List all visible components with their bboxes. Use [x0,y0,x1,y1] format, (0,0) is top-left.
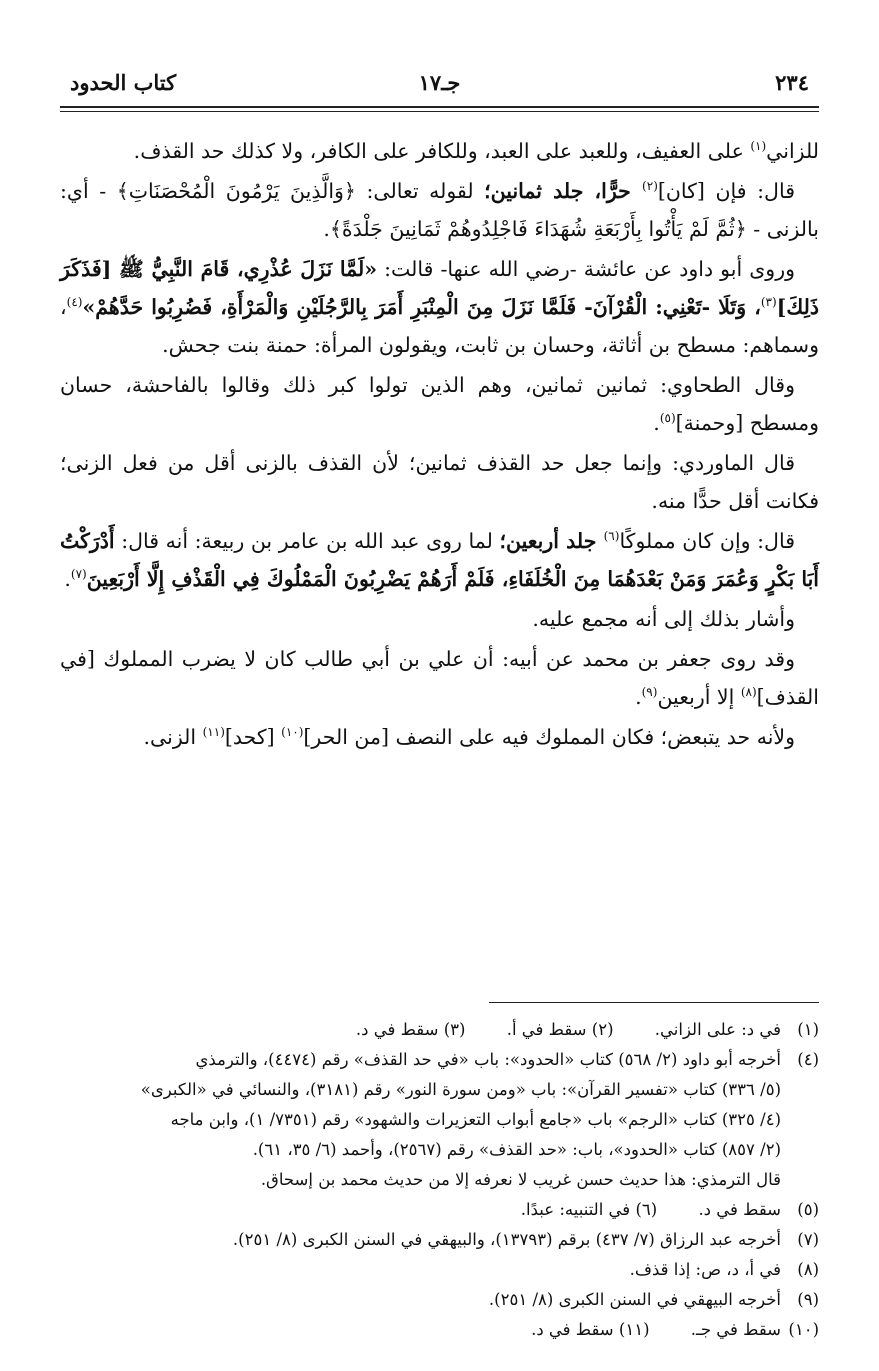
text-span: للزاني [766,139,819,163]
footnote-number: (٣) [443,1020,466,1039]
footnote-text: في د: على الزاني. [654,1020,781,1039]
footnote-ref-4[interactable]: (٤) [66,295,83,310]
paragraph-3 [60,250,819,364]
paragraph-5 [60,444,819,520]
hadith-text: أَدْرَكْتُ أَبَا بَكْرٍ وَعُمَرَ وَمَنْ بَعْدَهُمَا مِنَ الْخُلَفَاءِ، فَلَمْ أَرَهُمْ يَضْرِبُونَ الْمَمْلُوكَ فِي الْقَذْفِ إِلَّا أَرْبَعِينَ [60,529,819,591]
footnote-text: سقط في د. [355,1020,439,1039]
text-span: ولأنه حد يتبعض؛ فكان المملوك فيه على النصف [من الحر] [303,725,795,749]
footnote-number: (٥) [797,1200,819,1219]
footnote-line [60,1105,819,1135]
footnote-line [60,1045,819,1075]
footnote-text: في أ، د، ص: إذا قذف. [629,1260,781,1279]
footnote-text: سقط في د. [531,1320,614,1339]
footnote-text: قال الترمذي: هذا حديث حسن غريب لا نعرفه إلا من حديث محمد بن إسحاق. [260,1170,781,1189]
paragraph-4 [60,366,819,442]
paragraph-1 [60,132,819,170]
footnote-text: سقط في د. [698,1200,781,1219]
footnote-line [60,1195,819,1225]
text-span: وقال الطحاوي: ثمانين ثمانين، وهم الذين تولوا كبر ذلك وقالوا بالفاحشة، حسان ومسطح [وحمنة] [60,373,819,435]
text-span: لقوله تعالى: ﴿وَالَّذِينَ يَرْمُونَ الْمُحْصَنَاتِ﴾ - أي: بالزنى - ﴿ثُمَّ لَمْ يَأْتُوا بِأَرْبَعَةِ شُهَدَاءَ فَاجْلِدُوهُمْ ثَمَانِينَ جَلْدَةً﴾. [60,179,819,241]
text-span: لما روى عبد الله بن عامر بن ربيعة: أنه قال: [114,529,500,553]
text-span: ، وسماهم: مسطح بن أثاثة، وحسان بن ثابت، ويقولون المرأة: حمنة بنت جحش. [60,295,819,357]
footnote-number: (١) [797,1020,819,1039]
header-rule-thin [60,111,819,112]
footnote-number: (٢) [591,1020,614,1039]
footnote-text: (٤/ ٣٢٥) كتاب «الرجم» باب «جامع أبواب التعزيرات والشهود» رقم (٧٣٥١/ ١)، وابن ماجه [170,1110,781,1129]
text-span: وأشار بذلك إلى أنه مجمع عليه. [532,607,795,631]
text-span: وقد روى جعفر بن محمد عن أبيه: أن علي بن أبي طالب كان لا يضرب المملوك [في القذف] [60,647,819,709]
footnote-number: (١١) [618,1320,650,1339]
paragraph-8 [60,640,819,716]
footnote-ref-6[interactable]: (٦) [603,529,620,544]
running-header [60,60,819,104]
footnote-number: (٤) [797,1050,819,1069]
text-span: . [64,567,71,591]
footnote-text: أخرجه عبد الرزاق (٧/ ٤٣٧) برقم (١٣٧٩٣)، والبيهقي في السنن الكبرى (٨/ ٢٥١). [232,1230,781,1249]
ruling-text: جلد أربعين؛ [499,529,604,553]
footnote-text: (٢/ ٨٥٧) كتاب «الحدود»، باب: «حد القذف» رقم (٢٥٦٧)، وأحمد (٦/ ٣٥، ٦١). [252,1140,781,1159]
paragraph-7 [60,600,819,638]
footnote-number: (١٠) [788,1320,819,1339]
footnote-number: (٧) [797,1230,819,1249]
footnote-text: (٥/ ٣٣٦) كتاب «تفسير القرآن»: باب «ومن سورة النور» رقم (٣١٨١)، والنسائي في «الكبرى» [140,1080,781,1099]
footnote-ref-5[interactable]: (٥) [659,411,676,426]
footnotes-section [60,1015,819,1345]
footnote-line [60,1075,819,1105]
hadith-text: «لَمَّا نَزَلَ عُذْرِي، قَامَ النَّبِيُّ ﷺ [فَذَكَرَ ذَلِكَ] [60,257,819,319]
footnote-line [60,1315,819,1345]
footnote-text: أخرجه أبو داود (٢/ ٥٦٨) كتاب «الحدود»: باب «في حد القذف» رقم (٤٤٧٤)، والترمذي [195,1050,781,1069]
volume-label: جـ١٧ [418,70,461,95]
text-span: وروى أبو داود عن عائشة -رضي الله عنها- قالت: [377,257,795,281]
ruling-text: حرًّا، جلد ثمانين؛ [484,179,643,203]
footnote-text: سقط في جـ. [690,1320,781,1339]
footnote-separator [489,1002,819,1003]
text-span: على العفيف، وللعبد على العبد، وللكافر على الكافر، ولا كذلك حد القذف. [133,139,751,163]
footnote-ref-10[interactable]: (١٠) [281,725,304,740]
header-rule-thick [60,106,819,108]
book-title: كتاب الحدود [70,70,177,95]
text-span: قال: وإن كان مملوكًا [619,529,795,553]
page-number: ٢٣٤ [775,70,809,95]
footnote-ref-9[interactable]: (٩) [641,685,658,700]
text-span: . [653,411,660,435]
footnote-text: أخرجه البيهقي في السنن الكبرى (٨/ ٢٥١). [488,1290,781,1309]
text-span: قال: فإن [كان] [657,179,796,203]
footnote-ref-7[interactable]: (٧) [70,567,87,582]
paragraph-6 [60,522,819,598]
text-span: [كحد] [224,725,282,749]
footnote-ref-2[interactable]: (٢) [642,179,658,194]
footnote-text: في التنبيه: عبدًا. [520,1200,631,1219]
footnote-number: (٩) [797,1290,819,1309]
footnote-line [60,1165,819,1195]
footnote-line [60,1255,819,1285]
footnote-text: سقط في أ. [506,1020,587,1039]
main-text [60,132,819,756]
paragraph-9 [60,718,819,756]
book-page [60,60,819,1341]
footnote-ref-3[interactable]: (٣) [760,295,777,310]
footnote-line [60,1285,819,1315]
text-span: الزنى. [143,725,203,749]
footnote-line [60,1015,819,1045]
footnote-ref-1[interactable]: (١) [750,139,767,154]
footnote-ref-11[interactable]: (١١) [202,725,225,740]
text-span: إلا أربعين [657,685,741,709]
text-span: قال الماوردي: وإنما جعل حد القذف ثمانين؛ لأن القذف بالزنى أقل من فعل الزنى؛ فكانت أقل حدًّا منه. [60,451,819,513]
footnote-line [60,1225,819,1255]
paragraph-2 [60,172,819,248]
hadith-text: ، وَتَلَا -تَعْنِي: الْقُرْآنَ- فَلَمَّا نَزَلَ مِنَ الْمِنْبَرِ أَمَرَ بِالرَّجُلَيْنِ وَالْمَرْأَةِ، فَضُرِبُوا حَدَّهُمْ» [82,295,761,319]
footnote-number: (٦) [635,1200,658,1219]
footnote-number: (٨) [797,1260,819,1279]
text-span: . [635,685,642,709]
footnote-ref-8[interactable]: (٨) [740,685,757,700]
footnote-line [60,1135,819,1165]
